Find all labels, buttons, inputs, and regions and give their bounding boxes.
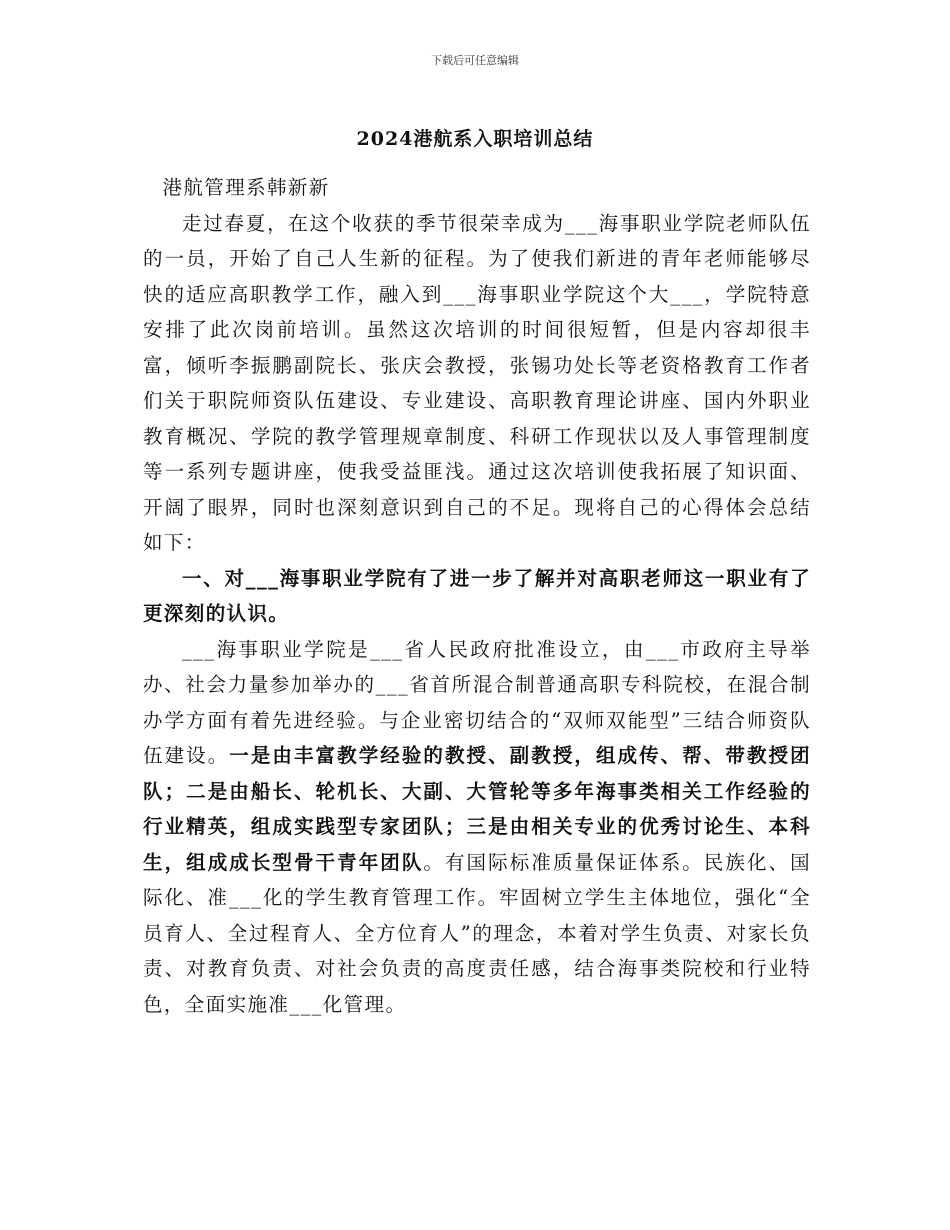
document-body: [143, 170, 811, 1022]
document-title: 2024港航系入职培训总结: [356, 128, 594, 150]
section-1-text-bold: 一是由丰富教学经验的教授、副教授，组成传、帮、带教授团队；二是由船长、轮机长、大副、大管轮等多年海事类相关工作经验的行业精英，组成实践型专家团队；三是由相关专业的优秀讨论生、本科生，组成成长型骨干青年团队: [143, 744, 811, 874]
author-line: 港航管理系韩新新: [162, 176, 330, 199]
section-heading-1: 一、对___海事职业学院有了进一步了解并对高职老师这一职业有了更深刻的认识。: [143, 566, 811, 625]
section-1-paragraph: [143, 632, 811, 1023]
header-note: 下载后可任意编辑: [431, 54, 519, 67]
section-1-text-b: 。有国际标准质量保证体系。民族化、国际化、准___化的学生教育管理工作。牢固树立学生主体地位，强化“全员育人、全过程育人、全方位育人”的理念，本着对学生负责、对家长负责、对教育负责、对社会负责的高度责任感，结合海事类院校和行业特色，全面实施准___化管理。: [143, 850, 812, 1016]
intro-paragraph: 走过春夏，在这个收获的季节很荣幸成为___海事职业学院老师队伍的一员，开始了自己人生新的征程。为了使我们新进的青年老师能够尽快的适应高职教学工作，融入到___海事职业学院这个大___，学院特意安排了此次岗前培训。虽然这次培训的时间很短暂，但是内容却很丰富，倾听李振鹏副院长、张庆会教授，张锡功处长等老资格教育工作者们关于职院师资队伍建设、专业建设、高职教育理论讲座、国内外职业教育概况、学院的教学管理规章制度、科研工作现状以及人事管理制度等一系列专题讲座，使我受益匪浅。通过这次培训使我拓展了知识面、开阔了眼界，同时也深刻意识到自己的不足。现将自己的心得体会总结如下：: [143, 211, 811, 554]
section-1-text-a: ___海事职业学院是___省人民政府批准设立，由___市政府主导举办、社会力量参加举办的___省首所混合制普通高职专科院校，在混合制办学方面有着先进经验。与企业密切结合的“双师双能型”三结合师资队伍建设。: [143, 637, 811, 767]
